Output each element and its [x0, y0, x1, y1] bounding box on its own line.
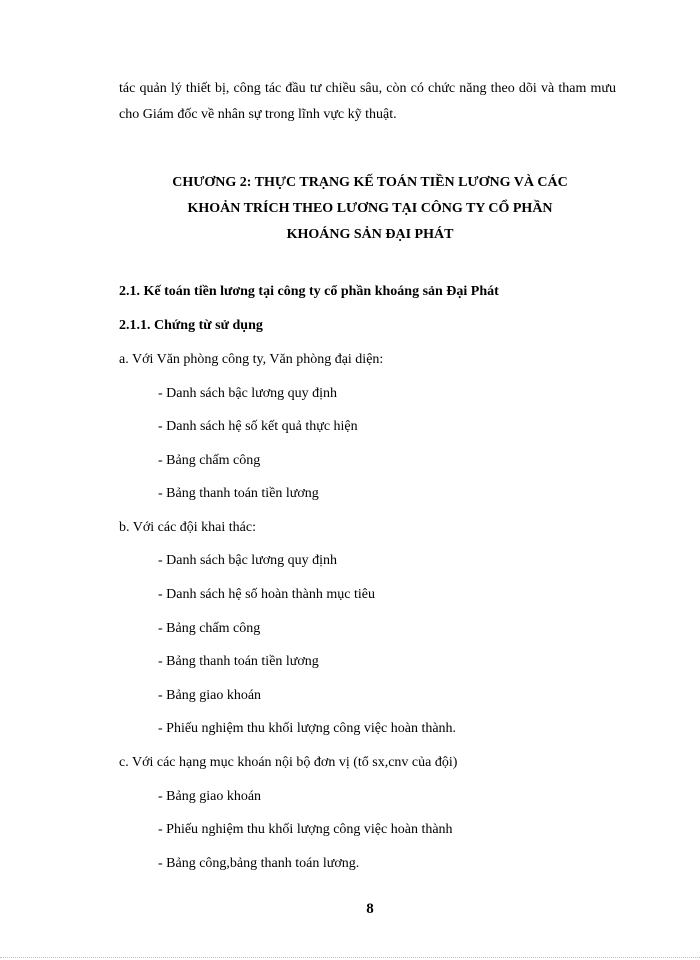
group-b-item: - Bảng chấm công	[158, 621, 261, 636]
group-b-title: b. Với các đội khai thác:	[119, 520, 256, 535]
group-b-item: - Bảng thanh toán tiền lương	[158, 654, 319, 669]
chapter-title-line-3: KHOÁNG SẢN ĐẠI PHÁT	[286, 227, 454, 242]
intro-paragraph: tác quản lý thiết bị, công tác đầu tư chiều sâu, còn có chức năng theo dõi và tham mưu cho Giám đốc về nhân sự trong lĩnh vực kỹ thuật.	[119, 81, 616, 122]
group-a-item: - Bảng chấm công	[158, 453, 261, 468]
group-a-item: - Danh sách bậc lương quy định	[158, 386, 338, 401]
subsection-heading: 2.1.1. Chứng từ sử dụng	[119, 318, 263, 333]
section-heading: 2.1. Kế toán tiền lương tại công ty cổ phần khoáng sản Đại Phát	[119, 284, 499, 299]
group-a-item: - Danh sách hệ số kết quả thực hiện	[158, 419, 358, 434]
group-a-title: a. Với Văn phòng công ty, Văn phòng đại diện:	[119, 352, 384, 367]
chapter-title	[150, 170, 590, 248]
group-b-item: - Danh sách bậc lương quy định	[158, 553, 338, 568]
group-b-item: - Phiếu nghiệm thu khối lượng công việc hoàn thành.	[158, 721, 457, 736]
group-c-item: - Bảng công,bảng thanh toán lương.	[158, 856, 360, 871]
group-c-item: - Phiếu nghiệm thu khối lượng công việc hoàn thành	[158, 822, 453, 837]
page-number: 8	[366, 901, 374, 917]
chapter-title-line-2: KHOẢN TRÍCH THEO LƯƠNG TẠI CÔNG TY CỔ PHẦN	[187, 201, 553, 216]
group-a-item: - Bảng thanh toán tiền lương	[158, 486, 319, 501]
group-b-item: - Danh sách hệ số hoàn thành mục tiêu	[158, 587, 375, 602]
group-b-item: - Bảng giao khoán	[158, 688, 262, 703]
group-c-title: c. Với các hạng mục khoán nội bộ đơn vị (tổ sx,cnv của đội)	[119, 755, 458, 770]
chapter-title-line-1: CHƯƠNG 2: THỰC TRẠNG KẾ TOÁN TIỀN LƯƠNG VÀ CÁC	[172, 175, 568, 190]
page-bottom-divider	[0, 957, 700, 958]
group-c-item: - Bảng giao khoán	[158, 789, 262, 804]
